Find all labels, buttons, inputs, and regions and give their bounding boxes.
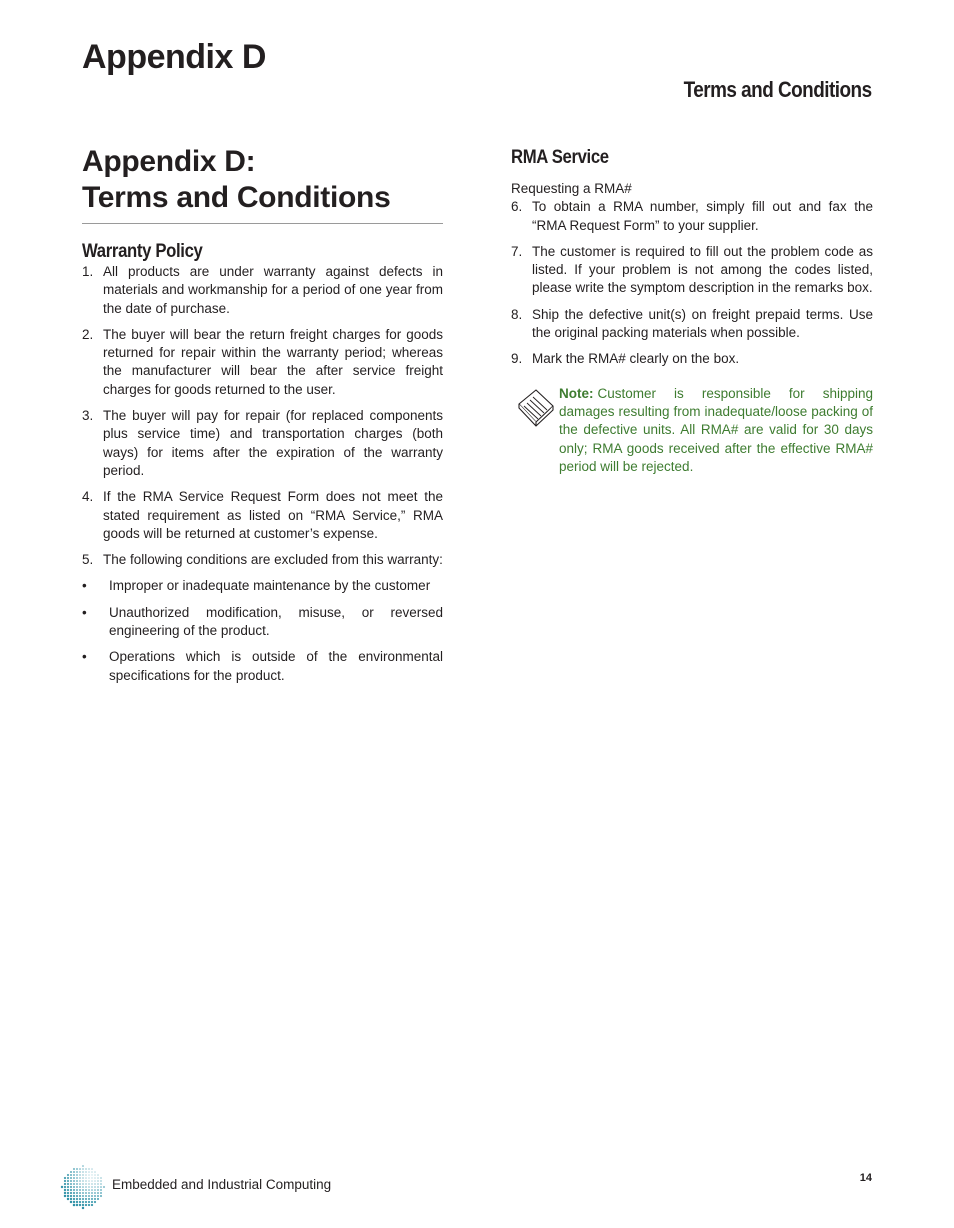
logo-dot <box>88 1201 90 1203</box>
logo-dot <box>94 1192 96 1194</box>
logo-dot <box>88 1168 90 1170</box>
logo-dot <box>76 1177 78 1179</box>
logo-dot <box>97 1186 99 1188</box>
logo-dot <box>94 1189 96 1191</box>
logo-dot <box>97 1180 99 1182</box>
logo-dot <box>79 1201 81 1203</box>
logo-dot <box>91 1168 93 1170</box>
appendix-heading-line2: Terms and Conditions <box>82 181 391 214</box>
logo-dot <box>79 1189 81 1191</box>
logo-dot <box>76 1195 78 1197</box>
logo-dot <box>85 1204 87 1206</box>
logo-dot <box>67 1174 69 1176</box>
logo-dot <box>76 1201 78 1203</box>
logo-dot <box>73 1168 75 1170</box>
logo-dot <box>79 1204 81 1206</box>
logo-dot <box>73 1195 75 1197</box>
logo-dot <box>100 1186 102 1188</box>
logo-dot <box>73 1180 75 1182</box>
rma-intro: Requesting a RMA# <box>511 181 632 196</box>
warranty-list <box>82 263 443 569</box>
logo-dot <box>82 1198 84 1200</box>
logo-dot <box>70 1192 72 1194</box>
logo-dot <box>73 1177 75 1179</box>
logo-dot <box>70 1195 72 1197</box>
logo-dot <box>64 1189 66 1191</box>
note-callout <box>511 385 873 476</box>
logo-dot <box>91 1186 93 1188</box>
rma-list <box>511 198 873 368</box>
logo-dot <box>88 1186 90 1188</box>
logo-dot <box>67 1177 69 1179</box>
logo-dot <box>64 1186 66 1188</box>
logo-dot <box>82 1192 84 1194</box>
logo-dot <box>85 1180 87 1182</box>
logo-dot <box>85 1183 87 1185</box>
logo-dot <box>73 1198 75 1200</box>
logo-dot <box>67 1198 69 1200</box>
logo-dot <box>91 1183 93 1185</box>
list-item-text: Mark the RMA# clearly on the box. <box>532 351 740 367</box>
logo-dot <box>82 1171 84 1173</box>
logo-dot <box>67 1192 69 1194</box>
logo-dot <box>73 1174 75 1176</box>
globe-dots-logo-icon <box>60 1164 106 1210</box>
list-item <box>511 198 873 235</box>
bullet-icon: • <box>82 578 87 594</box>
logo-dot <box>67 1186 69 1188</box>
logo-dot <box>88 1204 90 1206</box>
logo-dot <box>97 1183 99 1185</box>
logo-dot <box>91 1189 93 1191</box>
logo-dot <box>82 1180 84 1182</box>
logo-dot <box>76 1183 78 1185</box>
logo-dot <box>100 1195 102 1197</box>
logo-dot <box>70 1201 72 1203</box>
bullet-item-text: Unauthorized modification, misuse, or reversed engineering of the product. <box>109 604 443 639</box>
list-item <box>511 243 873 298</box>
logo-dot <box>70 1177 72 1179</box>
logo-dot <box>97 1189 99 1191</box>
logo-dot <box>76 1192 78 1194</box>
appendix-heading-line1: Appendix D: <box>82 145 256 178</box>
logo-dot <box>79 1198 81 1200</box>
logo-dot <box>73 1186 75 1188</box>
logo-dot <box>91 1192 93 1194</box>
logo-dot <box>100 1189 102 1191</box>
list-item-number: 9. <box>511 351 523 367</box>
logo-dot <box>64 1177 66 1179</box>
list-item <box>82 488 443 543</box>
logo-dot <box>88 1189 90 1191</box>
logo-dot <box>97 1174 99 1176</box>
logo-dot <box>79 1171 81 1173</box>
logo-dot <box>88 1177 90 1179</box>
logo-dot <box>70 1183 72 1185</box>
logo-dot <box>73 1204 76 1207</box>
appendix-heading <box>82 144 443 216</box>
logo-dot <box>88 1192 90 1194</box>
logo-dot <box>79 1192 81 1194</box>
note-pad-icon <box>516 387 556 427</box>
logo-dot <box>82 1165 84 1167</box>
rma-service-heading: RMA Service <box>511 147 609 168</box>
list-item-text: If the RMA Service Request Form does not meet the stated requirement as listed on “RMA Service,” RMA goods will be returned at customer’s expense. <box>103 489 443 541</box>
list-item-text: The following conditions are excluded from this warranty: <box>103 552 443 568</box>
logo-dot <box>94 1171 96 1173</box>
logo-dot <box>82 1189 84 1191</box>
logo-dot <box>97 1198 99 1200</box>
list-item-number: 2. <box>82 326 94 342</box>
logo-dot <box>64 1180 66 1182</box>
list-item-number: 8. <box>511 306 523 322</box>
logo-dot <box>100 1177 102 1179</box>
logo-dot <box>91 1198 93 1200</box>
list-item <box>82 263 443 318</box>
logo-dot <box>85 1198 87 1200</box>
logo-dot <box>70 1171 72 1173</box>
logo-dot <box>94 1174 96 1176</box>
bullet-item <box>82 604 443 641</box>
logo-dot <box>76 1189 78 1191</box>
logo-dot <box>85 1192 87 1194</box>
bullet-item-text: Operations which is outside of the environmental specifications for the product. <box>109 649 443 683</box>
logo-dot <box>79 1177 81 1179</box>
logo-dot <box>82 1204 84 1206</box>
warranty-policy-heading: Warranty Policy <box>82 241 203 262</box>
list-item <box>82 551 443 569</box>
logo-dot <box>82 1201 84 1203</box>
bullet-item-text: Improper or inadequate maintenance by the customer <box>109 578 431 594</box>
logo-dot <box>91 1180 93 1182</box>
list-item-text: The buyer will bear the return freight charges for goods returned for repair within the warranty period; whereas the manufacturer will bear the after service freight charges for goods returned to the user. <box>103 326 443 397</box>
logo-dot <box>94 1180 96 1182</box>
logo-dot <box>85 1171 87 1173</box>
logo-dot <box>73 1201 75 1203</box>
bullet-icon: • <box>82 649 87 665</box>
logo-dot <box>76 1186 78 1188</box>
footer-tagline: Embedded and Industrial Computing <box>112 1177 332 1192</box>
logo-dot <box>79 1168 81 1170</box>
logo-dot <box>64 1183 66 1185</box>
logo-dot <box>73 1183 75 1185</box>
heading-divider <box>82 223 443 224</box>
logo-dot <box>100 1183 102 1185</box>
list-item <box>511 350 873 368</box>
list-item-text: All products are under warranty against defects in materials and workmanship for a period of one year from the date of purchase. <box>103 264 443 316</box>
page-number: 14 <box>859 1172 872 1184</box>
logo-dot <box>79 1183 81 1185</box>
list-item-number: 7. <box>511 243 523 259</box>
logo-dot <box>103 1186 105 1188</box>
logo-dot <box>88 1198 90 1200</box>
list-item-number: 3. <box>82 408 94 424</box>
logo-dot <box>88 1195 90 1197</box>
bullet-item <box>82 648 443 685</box>
logo-dot <box>85 1195 87 1197</box>
logo-dot <box>73 1192 75 1194</box>
logo-dot <box>79 1174 81 1176</box>
logo-dot <box>97 1177 99 1179</box>
note-label: Note: <box>559 385 594 401</box>
list-item-number: 1. <box>82 264 94 279</box>
list-item <box>82 326 443 399</box>
logo-dot <box>94 1186 96 1188</box>
left-column <box>82 144 443 685</box>
logo-dot <box>82 1186 84 1188</box>
logo-dot <box>67 1195 69 1197</box>
logo-dot <box>76 1198 78 1200</box>
note-text <box>559 385 873 476</box>
logo-dot <box>91 1171 93 1173</box>
logo-dot <box>91 1195 93 1197</box>
logo-dot <box>85 1174 87 1176</box>
logo-dot <box>91 1204 93 1206</box>
logo-dot <box>70 1174 72 1176</box>
logo-dot <box>85 1189 87 1191</box>
logo-dot <box>70 1189 72 1191</box>
logo-dot <box>73 1189 75 1191</box>
logo-dot <box>94 1198 96 1200</box>
right-column <box>511 144 873 476</box>
list-item <box>82 407 443 480</box>
logo-dot <box>88 1174 90 1176</box>
list-item-text: To obtain a RMA number, simply fill out and fax the “RMA Request Form” to your supplier. <box>532 199 873 233</box>
logo-dot <box>82 1168 84 1170</box>
logo-dot <box>76 1174 78 1176</box>
list-item-text: Ship the defective unit(s) on freight prepaid terms. Use the original packing materials when possible. <box>532 306 873 341</box>
list-item <box>511 306 873 343</box>
logo-dot <box>70 1186 72 1188</box>
logo-dot <box>82 1174 84 1176</box>
logo-dot <box>73 1171 75 1173</box>
logo-dot <box>85 1177 87 1179</box>
logo-dot <box>64 1192 66 1194</box>
logo-dot <box>67 1180 69 1182</box>
note-body: Customer is responsible for shipping damages resulting from inadequate/loose packing of the defective units. All RMA# are valid for 30 days only; RMA goods received after the effective RMA# period will be rejected. <box>559 385 873 474</box>
logo-dot <box>94 1195 96 1197</box>
logo-dot <box>94 1201 96 1203</box>
logo-dot <box>76 1180 78 1182</box>
logo-dot <box>88 1180 90 1182</box>
logo-dot <box>97 1192 99 1194</box>
logo-dot <box>94 1177 96 1179</box>
logo-dot <box>88 1183 90 1185</box>
logo-dot <box>82 1195 84 1197</box>
logo-dot <box>79 1186 81 1188</box>
exclusions-list <box>82 577 443 684</box>
logo-dot <box>76 1171 78 1173</box>
bullet-icon: • <box>82 604 87 620</box>
list-item-number: 4. <box>82 489 94 505</box>
logo-dot <box>100 1180 102 1182</box>
logo-dot <box>79 1180 81 1182</box>
logo-dot <box>91 1177 92 1178</box>
logo-dot <box>70 1198 72 1200</box>
logo-dot <box>64 1195 66 1197</box>
logo-dot <box>79 1195 81 1197</box>
logo-dot <box>91 1201 93 1203</box>
logo-dot <box>70 1180 72 1182</box>
logo-dot <box>61 1186 63 1188</box>
bullet-item <box>82 577 443 595</box>
logo-dot <box>100 1192 102 1194</box>
list-item-number: 6. <box>511 199 523 215</box>
logo-dot <box>88 1171 90 1173</box>
logo-dot <box>91 1174 92 1175</box>
section-subtitle: Terms and Conditions <box>683 77 872 102</box>
logo-dot <box>85 1201 87 1203</box>
logo-dot <box>94 1183 96 1185</box>
list-item-number: 5. <box>82 552 94 568</box>
logo-dot <box>82 1183 84 1185</box>
logo-dot <box>85 1186 87 1188</box>
logo-dot <box>67 1189 69 1191</box>
page-title: Appendix D <box>82 38 266 76</box>
list-item-text: The buyer will pay for repair (for replaced components plus service time) and transportation charges (both ways) for items after the expiration of the warranty period. <box>103 408 443 478</box>
list-item-text: The customer is required to fill out the problem code as listed. If your problem is not among the codes listed, please write the symptom description in the remarks box. <box>532 243 873 296</box>
logo-dot <box>67 1183 69 1185</box>
logo-dot <box>82 1207 84 1209</box>
logo-dot <box>97 1195 99 1197</box>
logo-dot <box>82 1177 84 1179</box>
logo-dot <box>76 1204 78 1206</box>
logo-dot <box>85 1168 87 1170</box>
logo-dot <box>76 1168 78 1170</box>
